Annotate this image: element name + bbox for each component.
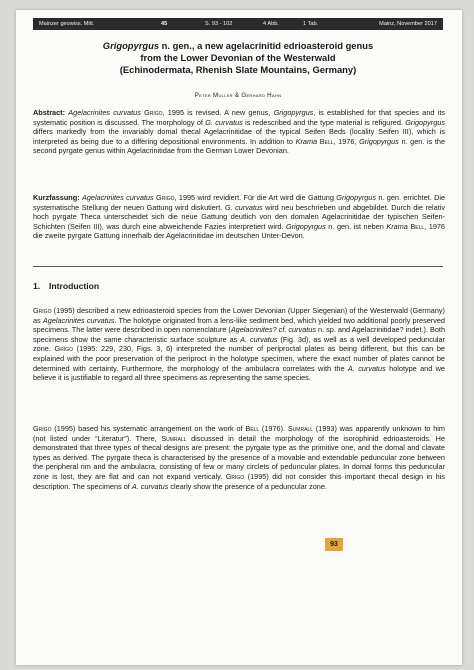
authors: Peter Müller & Gerhard Hahn <box>194 92 282 99</box>
section-number: 1. <box>33 281 41 291</box>
running-header <box>33 18 443 30</box>
title-line-2: from the Lower Devonian of the Westerwald <box>140 51 336 63</box>
paper-page <box>16 10 462 665</box>
title-line-1: Grigopyrgus n. gen., a new agelacrinitid edrioasteroid genus <box>102 40 374 51</box>
page-number-box: 93 <box>325 538 343 551</box>
section-heading <box>33 281 99 291</box>
intro-paragraph-1: Grigo (1995) described a new edrioasteroid species from the Lower Devonian (Upper Siegenian) of the Westerwald (Germany) as Agelacrinites curvatus. The holotype originated from a lens-like sediment bed, which yielded two additional poorly preserved specimens. The latter were described in open nomenclature (Agelacrinites? cf. curvatus n. sp. and Agelacrinitidae? indet.). Both specimens show the same characteristic surface sculpture as A. curvatus (Fig. 3d), as well as a well developed peduncular zone. Grigo (1995: 229, 230, Figs. 3, 6) interpreted the number of periproctal plates as being different, but this can be explained with the poor preservation of the periproct in the holotype specimen, where the exact number of plates cannot be determined with certainty. Furthermore, the morphology of the ambulacra correlates with the A. curvatus holotype and we believe it is justifiable to regard all three specimens as representing the same species. <box>33 306 446 383</box>
abstract: Abstract: Agelacrinites curvatus Grigo, 1995 is revised. A new genus, Grigopyrgus, is established for that species and its systematic position is discussed. The morphology of G. curvatus is redescribed and the type material is refigured. Grigopyrgus differs markedly from the invariably domal thecal Agelacrinitidae of the typical Seifen Beds (locality Seifen III), which is interpreted as being due to a differing depositional environments. In addition to Krama Bell, 1976, Grigopyrgus n. gen. is the second pyrgate genus within Agelacrinitidae from the German Lower Devonian. <box>33 108 446 156</box>
publication-date: Mainz, November 2017 <box>379 21 437 27</box>
paper-title <box>33 40 443 75</box>
section-divider <box>33 266 443 267</box>
table-count: 1 Tab. <box>303 21 319 27</box>
header-page-number: 45 <box>161 21 168 27</box>
abstract-label: Abstract: <box>33 108 66 117</box>
section-title: Introduction <box>49 281 100 291</box>
title-line-3: (Echinodermata, Rhenish Slate Mountains, Germany) <box>119 63 357 75</box>
intro-paragraph-2: Grigo (1995) based his systematic arrangement on the work of Bell (1976). Sumrall (1993) was apparently unknown to him (not listed under “Literatur”). There, Sumrall discussed in detail the morphology of the isorophinid edrioasteroids. He demonstrated that three types of thecal designs are present: the pyrgate type as the primitive one, and the domal and clavate types as derived. The pyrgate theca is characterised by the presence of a movable and extendable peduncular zone between the peripheral rim and the ambulacra, consisting of few or many circlets of peduncular plates. In domal forms this peduncular zone is lost, they are flat and can not expand verticaly. Grigo (1995) did not consider this important thecal design in his description. The specimens of A. curvatus clearly show the presence of a peduncular zone. <box>33 424 446 491</box>
journal-name: Mainzer geowiss. Mitt. <box>39 21 95 27</box>
page-range: S. 93 - 102 <box>205 21 233 27</box>
figure-count: 4 Abb. <box>263 21 279 27</box>
kurzfassung-label: Kurzfassung: <box>33 193 80 202</box>
kurzfassung: Kurzfassung: Agelacrinites curvatus Grigo, 1995 wird revidiert. Für die Art wird die Gattung Grigopyrgus n. gen. errichtet. Die systematische Stellung der neuen Gattung wird diskutiert. G. curvatus wird neu beschrieben und abgebildet. Durch die relativ hoch pyrgate Theca unterscheidet sich die neue Gattung deutlich von den domalen Agelacrinitidae der typischen Seifen-Schichten (Seifen III), was durch eine abweichende Fazies interpretiert wird. Grigopyrgus n. gen. ist neben Krama Bell, 1976 die zweite pyrgate Gattung innerhalb der Agelacrinitidae im deutschen Unter-Devon. <box>33 193 446 241</box>
